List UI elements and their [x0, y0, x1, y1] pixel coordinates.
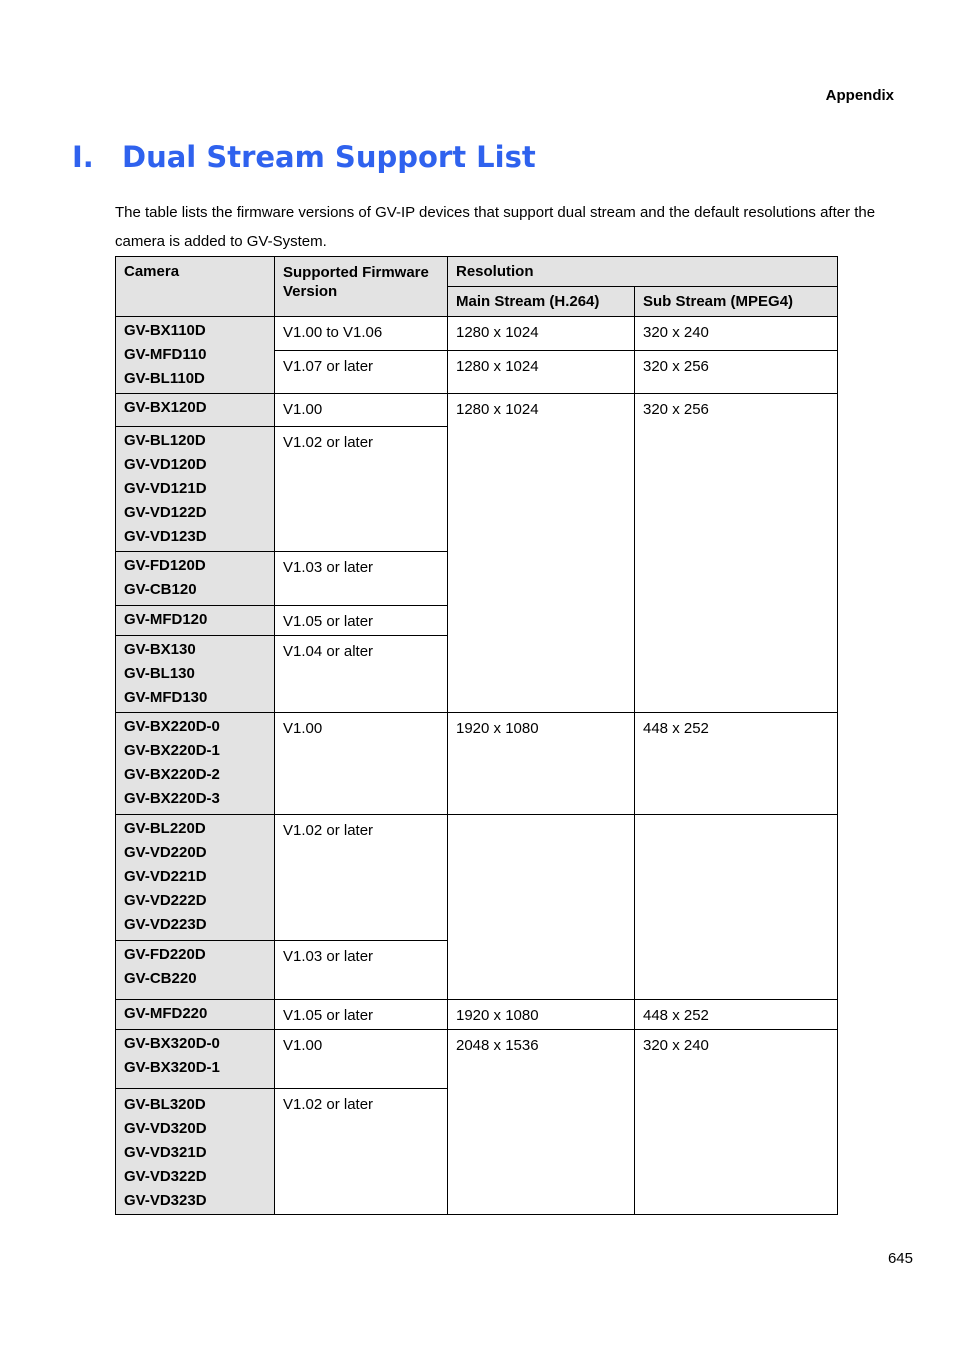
main-stream-cell	[448, 815, 635, 1000]
camera-model: GV-VD123D	[124, 528, 207, 545]
camera-model: GV-VD320D	[124, 1120, 207, 1137]
firmware-cell: V1.07 or later	[275, 351, 448, 394]
main-stream-cell: 1920 x 1080	[448, 1000, 635, 1030]
header-resolution: Resolution	[448, 257, 838, 287]
camera-model: GV-VD120D	[124, 456, 207, 473]
header-camera: Camera	[116, 257, 275, 317]
sub-stream-cell: 320 x 240	[635, 1030, 838, 1215]
camera-model: GV-BX110D	[124, 322, 206, 339]
table-row	[116, 317, 838, 351]
camera-model: GV-MFD120	[124, 611, 208, 628]
firmware-cell: V1.05 or later	[275, 606, 448, 636]
main-stream-cell: 2048 x 1536	[448, 1030, 635, 1215]
sub-stream-cell	[635, 815, 838, 1000]
sub-stream-cell: 448 x 252	[635, 713, 838, 815]
header-sub-stream: Sub Stream (MPEG4)	[635, 287, 838, 317]
main-stream-cell: 1920 x 1080	[448, 713, 635, 815]
camera-cell	[116, 317, 275, 394]
firmware-cell: V1.02 or later	[275, 1089, 448, 1215]
camera-model: GV-BL320D	[124, 1096, 206, 1113]
camera-model: GV-VD220D	[124, 844, 207, 861]
camera-cell	[116, 713, 275, 815]
camera-cell	[116, 427, 275, 552]
firmware-cell: V1.00	[275, 394, 448, 427]
camera-model: GV-MFD220	[124, 1005, 208, 1022]
camera-model: GV-MFD130	[124, 689, 208, 706]
table-row	[116, 1030, 838, 1089]
firmware-cell: V1.00	[275, 713, 448, 815]
camera-model: GV-BX220D-3	[124, 790, 220, 807]
camera-model: GV-BX130	[124, 641, 196, 658]
firmware-cell: V1.02 or later	[275, 427, 448, 552]
sub-stream-cell: 320 x 240	[635, 317, 838, 351]
header-firmware: Supported Firmware Version	[275, 257, 448, 317]
camera-model: GV-VD322D	[124, 1168, 207, 1185]
sub-stream-cell: 320 x 256	[635, 394, 838, 713]
page-title	[72, 140, 536, 174]
table-row	[116, 713, 838, 815]
heading-number: I.	[72, 140, 94, 174]
camera-cell	[116, 394, 275, 427]
camera-model: GV-FD120D	[124, 557, 206, 574]
page-number: 645	[887, 1250, 913, 1267]
main-stream-cell: 1280 x 1024	[448, 317, 635, 351]
camera-model: GV-BX320D-1	[124, 1059, 220, 1076]
table-row	[116, 1000, 838, 1030]
camera-model: GV-BL220D	[124, 820, 206, 837]
firmware-cell: V1.00	[275, 1030, 448, 1089]
camera-model: GV-CB220	[124, 970, 197, 987]
camera-cell	[116, 636, 275, 713]
dual-stream-table	[115, 256, 838, 1215]
firmware-cell: V1.02 or later	[275, 815, 448, 941]
table-header-row	[116, 257, 838, 287]
camera-cell	[116, 1000, 275, 1030]
camera-model: GV-BX120D	[124, 399, 207, 416]
camera-model: GV-VD222D	[124, 892, 207, 909]
camera-model: GV-VD321D	[124, 1144, 207, 1161]
camera-model: GV-BX320D-0	[124, 1035, 220, 1052]
camera-model: GV-CB120	[124, 581, 197, 598]
camera-model: GV-VD223D	[124, 916, 207, 933]
header-main-stream: Main Stream (H.264)	[448, 287, 635, 317]
camera-model: GV-VD122D	[124, 504, 207, 521]
camera-cell	[116, 1089, 275, 1215]
sub-stream-cell: 320 x 256	[635, 351, 838, 394]
camera-cell	[116, 1030, 275, 1089]
camera-model: GV-BX220D-1	[124, 742, 220, 759]
table-row	[116, 815, 838, 941]
camera-model: GV-VD323D	[124, 1192, 207, 1209]
firmware-cell: V1.03 or later	[275, 941, 448, 1000]
main-stream-cell: 1280 x 1024	[448, 394, 635, 713]
camera-model: GV-MFD110	[124, 346, 207, 363]
camera-model: GV-VD221D	[124, 868, 207, 885]
camera-cell	[116, 941, 275, 1000]
camera-model: GV-BL110D	[124, 370, 205, 387]
camera-model: GV-FD220D	[124, 946, 206, 963]
section-header: Appendix	[825, 87, 894, 104]
camera-model: GV-VD121D	[124, 480, 207, 497]
camera-model: GV-BX220D-0	[124, 718, 220, 735]
firmware-cell: V1.03 or later	[275, 552, 448, 606]
camera-cell	[116, 552, 275, 606]
heading-text: Dual Stream Support List	[122, 140, 536, 174]
firmware-cell: V1.05 or later	[275, 1000, 448, 1030]
firmware-cell: V1.04 or alter	[275, 636, 448, 713]
table-row	[116, 394, 838, 427]
intro-paragraph: The table lists the firmware versions of GV-IP devices that support dual stream and the default resolutions after the camera is added to GV-System.	[115, 204, 876, 250]
camera-model: GV-BL120D	[124, 432, 206, 449]
firmware-cell: V1.00 to V1.06	[275, 317, 448, 351]
camera-model: GV-BL130	[124, 665, 195, 682]
sub-stream-cell: 448 x 252	[635, 1000, 838, 1030]
camera-model: GV-BX220D-2	[124, 766, 220, 783]
main-stream-cell: 1280 x 1024	[448, 351, 635, 394]
camera-cell	[116, 606, 275, 636]
camera-cell	[116, 815, 275, 941]
